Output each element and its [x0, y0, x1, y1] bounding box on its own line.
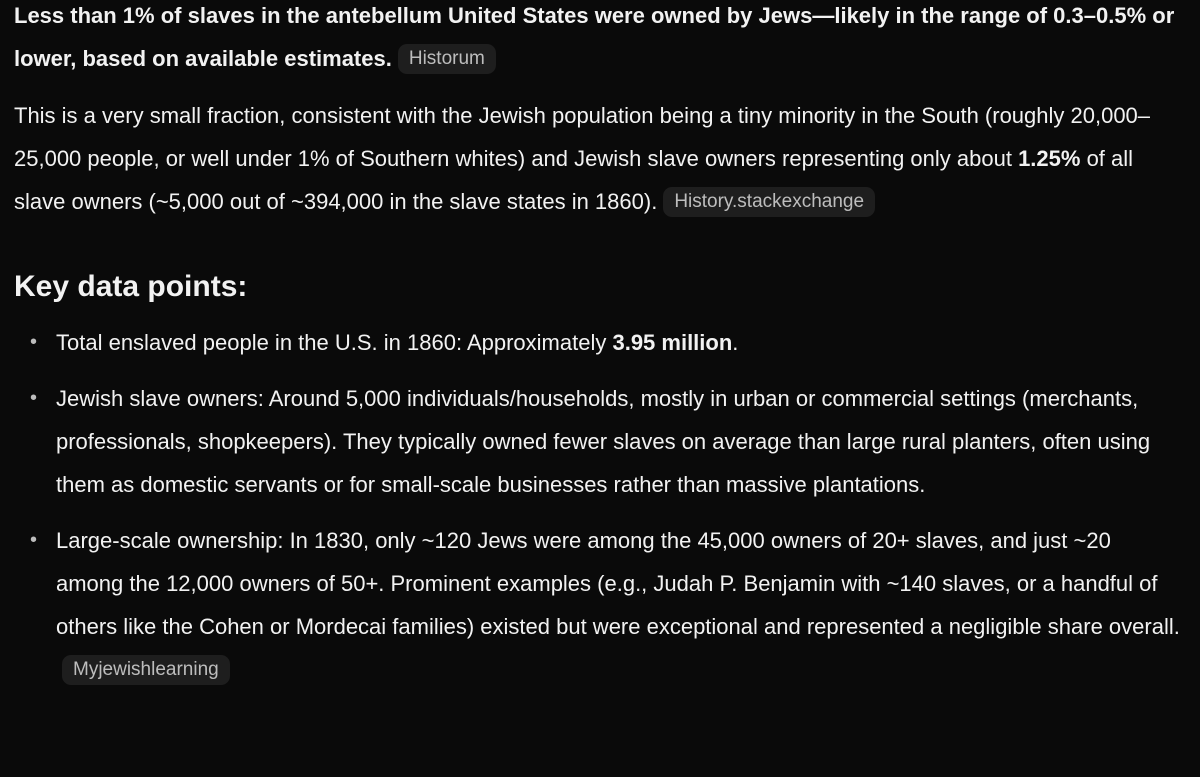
list-item [14, 519, 1184, 691]
bullet-icon: • [30, 529, 38, 551]
list-item-text-before: Total enslaved people in the U.S. in 1860: Approximately [56, 330, 613, 355]
section-heading: Key data points: [14, 270, 248, 303]
summary-paragraph [14, 94, 1184, 223]
list-item [14, 321, 1184, 364]
source-chip-myjewishlearning[interactable]: Myjewishlearning [62, 655, 230, 685]
summary-text-after: of all slave owners (~5,000 out of ~394,000 in the slave states in 1860). [14, 146, 1134, 214]
intro-paragraph [14, 0, 1184, 80]
list-item-text: Jewish slave owners: Around 5,000 individuals/households, mostly in urban or commercial settings (merchants, professionals, shopkeepers). They typically owned fewer slaves on average than large rural planters, often using them as domestic servants or for small-scale businesses rather than massive plantations. [56, 386, 1151, 497]
response-content [14, 0, 1184, 691]
list-item-bold: 3.95 million [612, 330, 733, 355]
bullet-icon: • [30, 387, 38, 409]
bullet-icon: • [30, 331, 38, 353]
list-item-text-after: . [732, 330, 739, 355]
list-item-text: Large-scale ownership: In 1830, only ~120 Jews were among the 45,000 owners of 20+ slaves, and just ~20 among the 12,000 owners of 50+. Prominent examples (e.g., Judah P. Benjamin with ~140 slaves, or a handful of others like the Cohen or Mordecai families) existed but were exceptional and represented a negligible share overall. [56, 528, 1180, 639]
summary-text-before: This is a very small fraction, consistent with the Jewish population being a tiny minority in the South (roughly 20,000–25,000 people, or well under 1% of Southern whites) and Jewish slave owners representing only about [14, 103, 1151, 171]
intro-bold-text: Less than 1% of slaves in the antebellum United States were owned by Jews—likely in the range of 0.3–0.5% or lower, based on available estimates. [14, 3, 1175, 71]
list-item [14, 377, 1184, 506]
source-chip-historum[interactable]: Historum [398, 44, 496, 74]
source-chip-history-stackexchange[interactable]: History.stackexchange [663, 187, 875, 217]
summary-bold-percentage: 1.25% [1018, 146, 1081, 171]
data-points-list [14, 321, 1184, 691]
